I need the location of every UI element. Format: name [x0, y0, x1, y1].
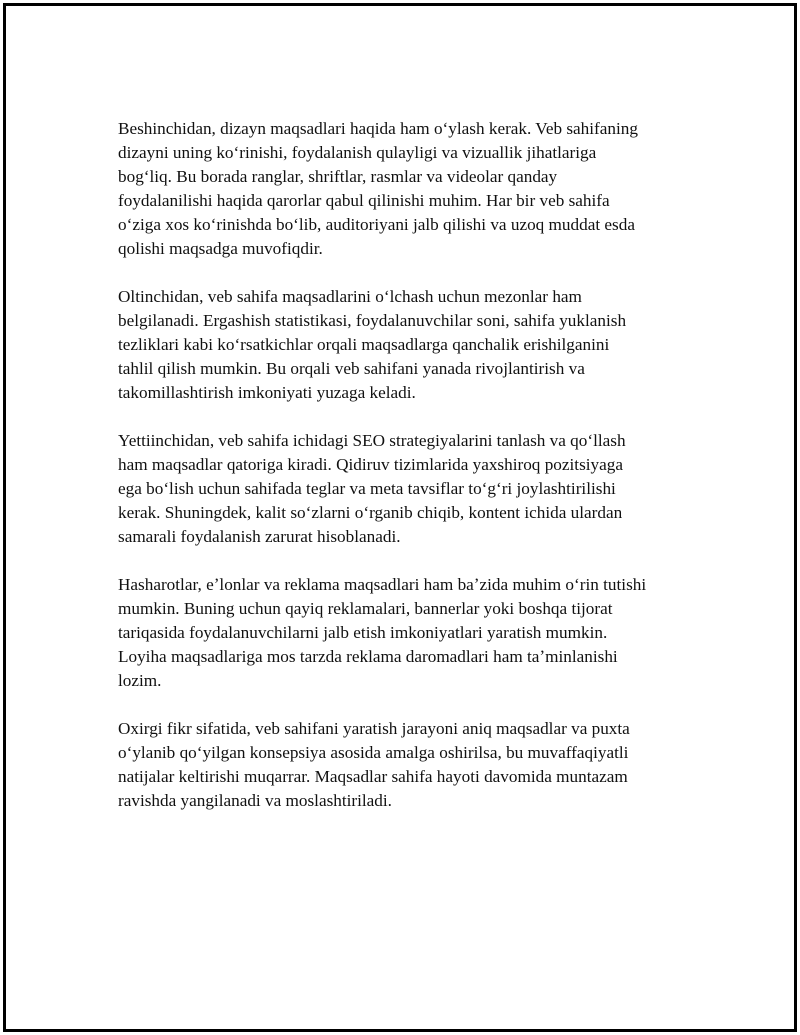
text-line: bogʻliq. Bu borada ranglar, shriftlar, rasmlar va videolar qanday	[118, 167, 558, 186]
text-line: qolishi maqsadga muvofiqdir.	[118, 239, 323, 258]
text-line: mumkin. Buning uchun qayiq reklamalari, bannerlar yoki boshqa tijorat	[118, 599, 613, 618]
text-line: Yettiinchidan, veb sahifa ichidagi SEO strategiyalarini tanlash va qoʻllash	[118, 431, 626, 450]
text-line: dizayni uning koʻrinishi, foydalanish qulayligi va vizuallik jihatlariga	[118, 143, 597, 162]
text-line: Hasharotlar, eʼlonlar va reklama maqsadlari ham baʼzida muhim oʻrin tutishi	[118, 575, 647, 594]
text-line: kerak. Shuningdek, kalit soʻzlarni oʻrganib chiqib, kontent ichida ulardan	[118, 503, 623, 522]
text-line: oʻziga xos koʻrinishda boʻlib, auditoriyani jalb qilishi va uzoq muddat esda	[118, 215, 635, 234]
paragraph-5	[118, 717, 693, 813]
text-line: foydalanilishi haqida qarorlar qabul qilinishi muhim. Har bir veb sahifa	[118, 191, 610, 210]
paragraph-2	[118, 285, 693, 405]
text-line: belgilanadi. Ergashish statistikasi, foydalanuvchilar soni, sahifa yuklanish	[118, 311, 627, 330]
text-line: samarali foydalanish zarurat hisoblanadi.	[118, 527, 401, 546]
text-line: Beshinchidan, dizayn maqsadlari haqida ham oʻylash kerak. Veb sahifaning	[118, 119, 638, 138]
paragraph-4	[118, 573, 693, 693]
text-line: takomillashtirish imkoniyati yuzaga keladi.	[118, 383, 416, 402]
text-line: lozim.	[118, 671, 162, 690]
paragraph-3	[118, 429, 693, 549]
paragraph-1	[118, 117, 693, 261]
text-line: Oltinchidan, veb sahifa maqsadlarini oʻlchash uchun mezonlar ham	[118, 287, 582, 306]
text-line: ega boʻlish uchun sahifada teglar va meta tavsiflar toʻgʻri joylashtirilishi	[118, 479, 616, 498]
text-line: tezliklari kabi koʻrsatkichlar orqali maqsadlarga qanchalik erishilganini	[118, 335, 610, 354]
text-line: oʻylanib qoʻyilgan konsepsiya asosida amalga oshirilsa, bu muvaffaqiyatli	[118, 743, 629, 762]
text-line: ham maqsadlar qatoriga kiradi. Qidiruv tizimlarida yaxshiroq pozitsiyaga	[118, 455, 623, 474]
document-body	[118, 117, 693, 837]
text-line: tahlil qilish mumkin. Bu orqali veb sahifani yanada rivojlantirish va	[118, 359, 585, 378]
text-line: Loyiha maqsadlariga mos tarzda reklama daromadlari ham taʼminlanishi	[118, 647, 618, 666]
text-line: Oxirgi fikr sifatida, veb sahifani yaratish jarayoni aniq maqsadlar va puxta	[118, 719, 630, 738]
text-line: natijalar keltirishi muqarrar. Maqsadlar sahifa hayoti davomida muntazam	[118, 767, 628, 786]
text-line: tariqasida foydalanuvchilarni jalb etish imkoniyatlari yaratish mumkin.	[118, 623, 608, 642]
text-line: ravishda yangilanadi va moslashtiriladi.	[118, 791, 392, 810]
